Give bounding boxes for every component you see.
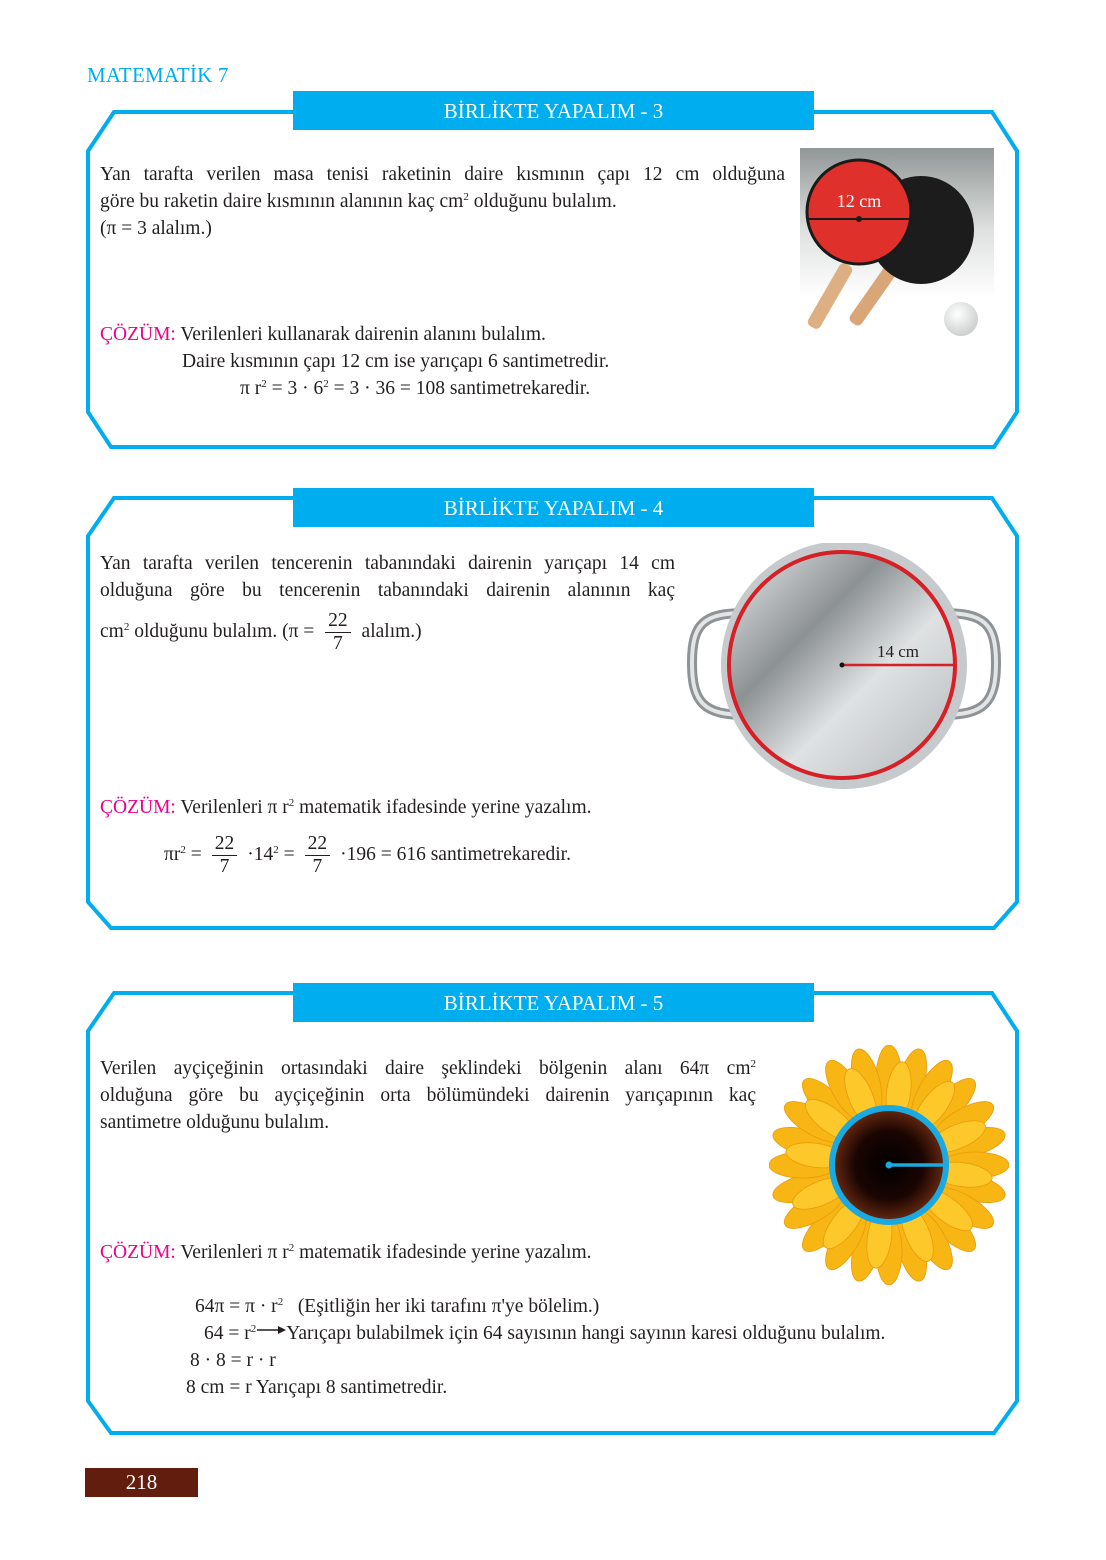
problem-line: santimetre olduğunu bulalım.: [100, 1112, 330, 1133]
section-header: BİRLİKTE YAPALIM - 5: [293, 983, 814, 1022]
solution-step: $64 = r^2$ Yarıçapı bulabilmek için 64 sayısının hangi sayının karesi olduğunu bulalım.: [100, 1320, 1000, 1347]
solution-step: π $r^2 = 3 \cdot 6^2 = 3 \cdot 36 = 108$ santimetrekaredir.: [240, 378, 591, 399]
problem-text: [100, 550, 675, 655]
problem-line: olduğuna göre bu tencerenin tabanındaki dairenin alanının kaç: [100, 580, 675, 601]
fraction: $\frac{22}{7}$: [325, 610, 351, 655]
section-birlikte-yapalim-5: [86, 983, 1019, 1438]
page-number: 218: [85, 1468, 198, 1497]
problem-line: Yan tarafta verilen masa tenisi raketinin daire kısmının çapı 12 cm olduğuna: [100, 164, 785, 185]
solution-step: 8 · 8 = r · r: [190, 1350, 276, 1371]
problem-line: olduğuna göre bu ayçiçeğinin orta bölümündeki dairenin yarıçapının kaç: [100, 1085, 756, 1106]
arrow-right-icon: [256, 1315, 286, 1342]
solution-label: ÇÖZÜM:: [100, 324, 176, 345]
solution-step: 8 cm = r Yarıçapı 8 santimetredir.: [186, 1377, 448, 1398]
fraction: $\frac{22}{7}$: [305, 833, 331, 878]
solution-step: $64\pi = \pi \cdot r^2$ (Eşitliğin her iki tarafını π'ye bölelim.): [195, 1296, 600, 1317]
problem-line: Yan tarafta verilen tencerenin tabanındaki dairenin yarıçapı 14 cm: [100, 553, 675, 574]
radius-label: 14 cm: [876, 642, 920, 661]
solution-text: [100, 321, 760, 402]
table-tennis-image: [795, 148, 999, 338]
page-title: MATEMATİK 7: [87, 63, 229, 87]
superscript: 2: [463, 191, 469, 203]
solution-intro: Verilenleri kullanarak dairenin alanını bulalım.: [175, 324, 546, 345]
problem-text: [100, 161, 785, 242]
section-header: BİRLİKTE YAPALIM - 4: [293, 488, 814, 527]
problem-line: (π = 3 alalım.): [100, 218, 212, 239]
pot-image: [684, 543, 1006, 791]
diameter-label: 12 cm: [836, 191, 882, 211]
section-header: BİRLİKTE YAPALIM - 3: [293, 91, 814, 130]
problem-line: olduğunu bulalım.: [468, 191, 617, 212]
solution-step: Daire kısmının çapı 12 cm ise yarıçapı 6 santimetredir.: [182, 351, 610, 372]
problem-line: $cm^2$ olduğunu bulalım. (π = $\frac{22}{7}$ alalım.): [100, 610, 422, 654]
solution-label: ÇÖZÜM:: [100, 1242, 176, 1263]
fraction: $\frac{22}{7}$: [212, 833, 238, 878]
section-birlikte-yapalim-4: [86, 488, 1019, 933]
sunflower-image: [769, 1045, 1009, 1285]
solution-text: ÇÖZÜM: Verilenleri π $r^2$ matematik ifadesinde yerine yazalım. $64\pi = \pi \cdot r^2$ (Eşitliğin her iki tarafını π'ye bölelim.) $64 = r^2$ Yarıçapı bulabilmek için 64 sayısının hangi sayının karesi olduğunu bulalım. 8 · 8 = r · r 8 cm = r Yarıçapı 8 santimetredir.: [100, 1239, 1000, 1401]
section-birlikte-yapalim-3: [86, 91, 1019, 451]
problem-line: göre bu raketin daire kısmının alanının kaç cm: [100, 191, 464, 212]
solution-equation: $\pi r^2$ = $\frac{22}{7}$ $\cdot 14^2$ = $\frac{22}{7}$ ·196 = 616 santimetrekaredir.: [164, 833, 571, 877]
solution-label: ÇÖZÜM:: [100, 797, 176, 818]
problem-text: [100, 1055, 756, 1136]
problem-line: Verilen ayçiçeğinin ortasındaki daire şeklindeki bölgenin alanı 64π $cm^2$: [100, 1058, 756, 1079]
solution-text: ÇÖZÜM: Verilenleri π $r^2$ matematik ifadesinde yerine yazalım. $\pi r^2$ = $\frac{22}{7}$ $\cdot 14^2$ = $\frac{22}{7}$ ·196 = 616 santimetrekaredir.: [100, 794, 720, 878]
